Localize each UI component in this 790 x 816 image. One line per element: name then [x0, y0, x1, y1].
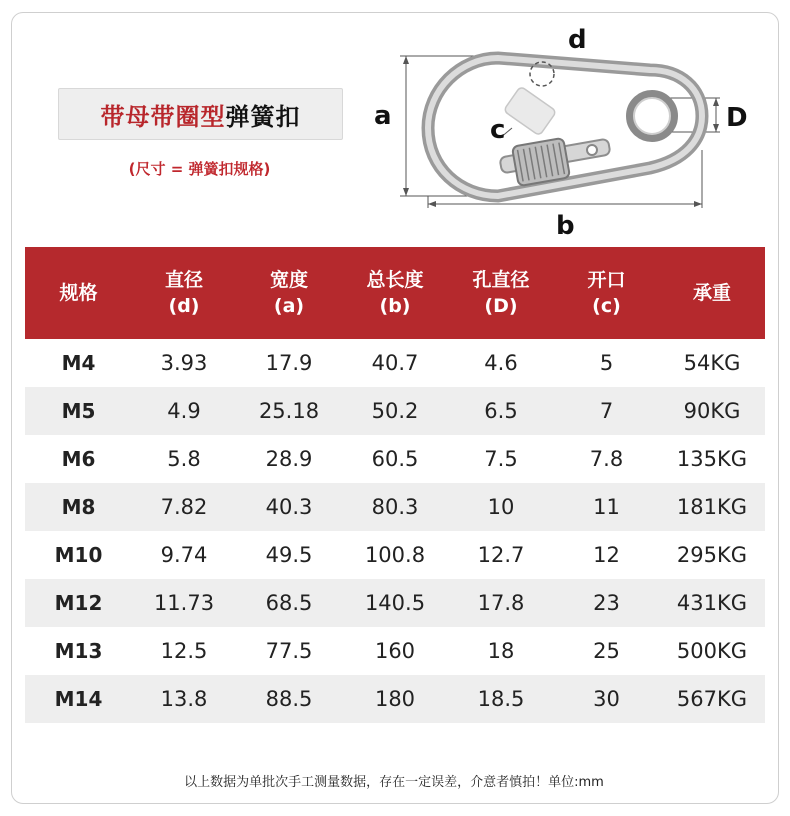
product-title-name: 弹簧扣: [225, 102, 301, 131]
product-title-type: 带母带圈型: [100, 102, 226, 131]
table-row: M4 3.93 17.9 40.7 4.6 5 54KG: [61, 351, 741, 375]
table-row: M10 9.74 49.5 100.8 12.7 12 295KG: [54, 543, 748, 567]
header-spec: 规格: [59, 282, 98, 304]
measurement-note: 以上数据为单批次手工测量数据，存在一定误差，介意者慎拍！单位:mm: [184, 775, 604, 790]
header-total-length: 总长度 (b): [366, 269, 424, 317]
table-row: M13 12.5 77.5 160 18 25 500KG: [54, 639, 748, 663]
table-row: M5 4.9 25.18 50.2 6.5 7 90KG: [25, 387, 765, 435]
table-row: M14 13.8 88.5 180 18.5 30 567KG: [25, 675, 765, 723]
product-title: [58, 88, 343, 140]
label-b: b: [556, 211, 575, 241]
spec-table-header: [25, 247, 765, 339]
label-c: c: [490, 115, 506, 145]
carabiner-gate: [499, 86, 610, 186]
carabiner-diagram: [374, 20, 780, 245]
header-hole-diameter: 孔直径 (D): [472, 269, 530, 317]
header-opening: 开口 (c): [587, 269, 626, 317]
header-width: 宽度 (a): [269, 269, 308, 317]
label-d: d: [568, 25, 587, 55]
header-diameter: 直径 (d): [164, 269, 203, 317]
label-D: D: [726, 103, 748, 133]
table-row: M8 7.82 40.3 80.3 10 11 181KG: [25, 483, 765, 531]
table-row: M12 11.73 68.5 140.5 17.8 23 431KG: [25, 579, 765, 627]
spec-table: [25, 247, 765, 723]
header-load: 承重: [692, 282, 731, 304]
product-subtitle: (尺寸 = 弹簧扣规格): [128, 160, 271, 178]
label-a: a: [374, 101, 392, 131]
table-row: M6 5.8 28.9 60.5 7.5 7.8 135KG: [61, 447, 748, 471]
